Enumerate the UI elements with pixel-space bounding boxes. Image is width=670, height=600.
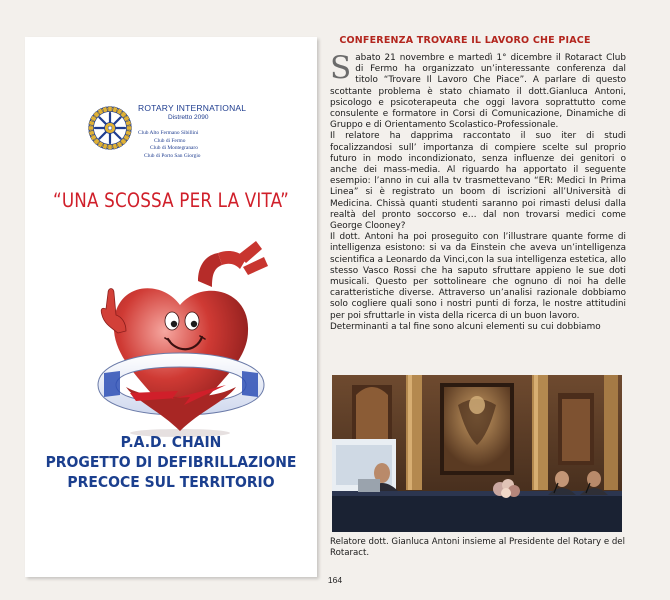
club-item: Club di Montegranaro	[150, 145, 198, 152]
slogan: “UNA SCOSSA PER LA VITA”	[52, 189, 290, 212]
heart-mascot-illustration	[80, 235, 280, 440]
article-paragraph	[330, 50, 626, 131]
pad-line: P.A.D. CHAIN	[120, 433, 222, 451]
paragraph-text: abato 21 novembre e martedì 1° dicembre il Rotaract Club di Fermo ha organizzato un’interessante conferenza dal titolo “Trovare Il Lavoro Che Piace”. A parlare di questo scottante problema è stato chiamato il dott.Gianluca Antoni, psicologo e psicoterapeuta che oggi lavora soprattutto come consulente e formatore in Corsi di Comunicazione, Dinamiche di Gruppo e di Orientamento Scolastico-Professionale.	[330, 53, 626, 131]
drop-cap: S	[330, 50, 352, 86]
club-item: Club di Porto San Giorgio	[144, 152, 201, 159]
pad-line: PRECOCE SUL TERRITORIO	[67, 473, 275, 491]
pad-chain-heading	[25, 432, 317, 492]
article-paragraph: Il relatore ha dapprima raccontato il suo iter di studi focalizzandosi sull’ importanza di compiere scelte sul proprio futuro in modo incondizionato, senza influenze dei genitori o anche dei mass-media. Al riguardo ha apportato il seguente esempio: l’anno in cui alla tv trasmettevano “ER: Medici In Prima Linea” si è registrato un boom di iscrizioni all’Università di Medicina. Chissà quanti studenti saranno poi rimasti delusi dalla realtà del pronto soccorso e… dal non trovarsi medici come George Clooney?	[330, 131, 626, 232]
rotary-wheel-icon	[87, 105, 133, 151]
club-item: Club di Fermo	[154, 137, 186, 144]
photo-caption: Relatore dott. Gianluca Antoni insieme al Presidente del Rotary e del Rotaract.	[330, 537, 625, 558]
conference-photo	[332, 375, 622, 532]
pad-line: PROGETTO DI DEFIBRILLAZIONE	[45, 453, 297, 471]
rotary-district: Distretto 2090	[168, 114, 209, 121]
page-number: 164	[327, 575, 343, 585]
rotary-header	[138, 103, 298, 160]
club-item: Club Alto Fermano Sibillini	[138, 130, 199, 136]
leaflet-cover	[25, 37, 317, 577]
club-list	[138, 130, 298, 160]
article-paragraph: Determinanti a tal fine sono alcuni elementi su cui dobbiamo	[330, 321, 601, 332]
article-title: CONFERENZA TROVARE IL LAVORO CHE PIACE	[339, 35, 591, 46]
article-paragraph: Il dott. Antoni ha poi proseguito con l’illustrare quante forme di intelligenza esistono: si va da Einstein che aveva un’intelligenza scientifica a Leonardo da Vinci,con la sua intelligenza estetica, allo stesso Vasco Rossi che ha saputo sfruttare appieno le sue doti musicali. Questo per sottolineare che ognuno di noi ha delle caratteristiche diverse. Attraverso un’analisi razionale dobbiamo solo cogliere quali sono i nostri punti di forza, le nostre attitudini per poi sfruttarle in vista della ricerca di un buon lavoro.	[330, 232, 626, 321]
rotary-title: ROTARY INTERNATIONAL	[138, 103, 247, 113]
article-body	[330, 50, 626, 333]
